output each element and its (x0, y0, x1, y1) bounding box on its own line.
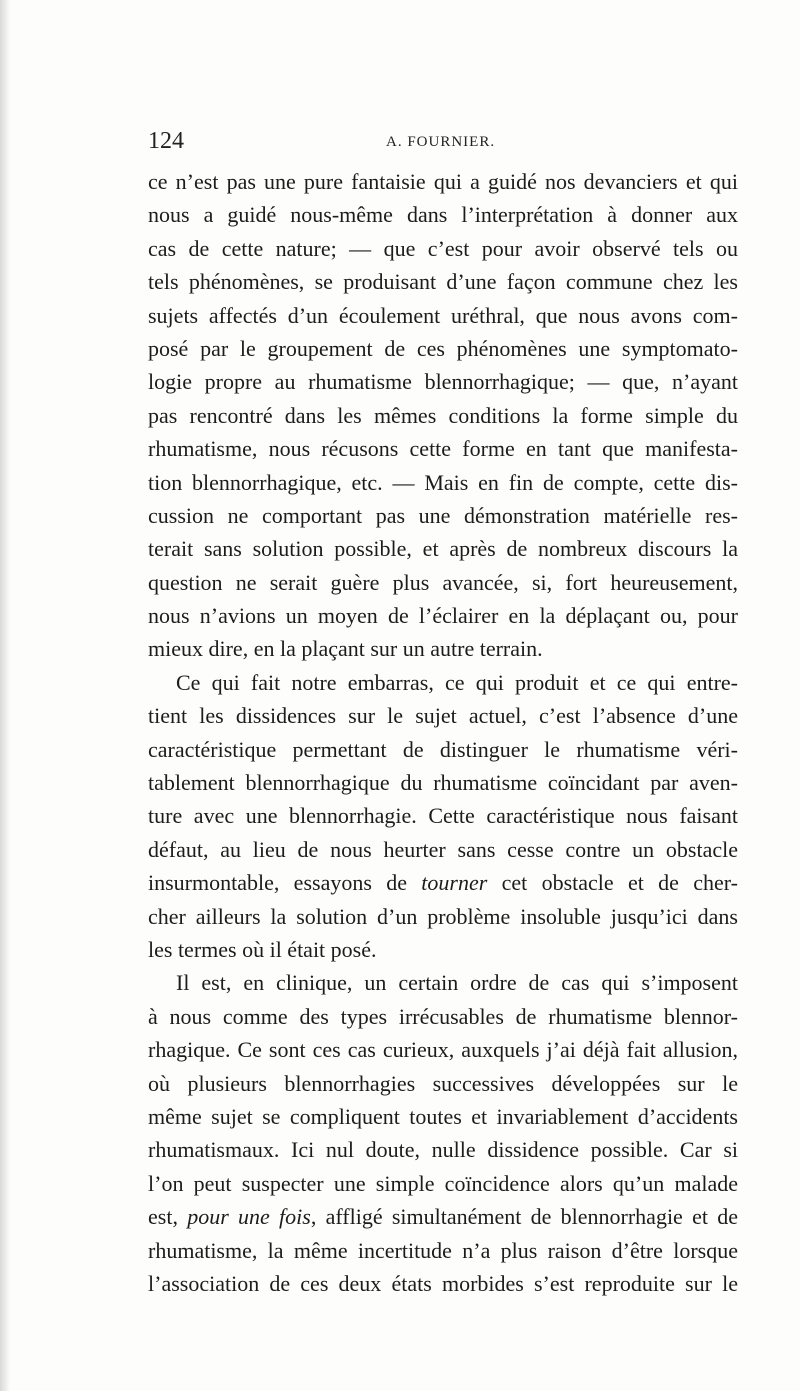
text-line: ture avec une blennorrhagie. Cette caractéristique nous faisant (148, 803, 738, 829)
page-gutter-edge (0, 0, 10, 1391)
text-line: cas de cette nature; — que c’est pour avoir observé tels ou (148, 235, 738, 261)
text-line: tels phénomènes, se produisant d’une façon commune chez les (148, 269, 738, 295)
paragraph-start-line: Il est, en clinique, un certain ordre de cas qui s’imposent (176, 970, 738, 996)
page-number: 124 (148, 128, 184, 154)
italic-phrase: pour une fois (187, 1204, 311, 1230)
text-line: cher ailleurs la solution d’un problème insoluble jusqu’ici dans (148, 903, 738, 929)
text-line: cussion ne comportant pas une démonstration matérielle res- (148, 502, 738, 528)
text-line: où plusieurs blennorrhagies successives développées sur le (148, 1070, 738, 1096)
text-line: insurmontable, essayons de tourner cet obstacle et de cher- (148, 870, 738, 896)
text-line: mieux dire, en la plaçant sur un autre terrain. (148, 636, 543, 662)
text-line: logie propre au rhumatisme blennorrhagique; — que, n’ayant (148, 369, 738, 395)
text-line: ce n’est pas une pure fantaisie qui a guidé nos devanciers et qui (148, 169, 738, 194)
text-line: posé par le groupement de ces phénomènes une symptomato- (148, 335, 738, 361)
paragraph-start-line: Ce qui fait notre embarras, ce qui produit et ce qui entre- (176, 669, 738, 695)
text-line: même sujet se compliquent toutes et invariablement d’accidents (148, 1103, 738, 1129)
text-line: tion blennorrhagique, etc. — Mais en fin de compte, cette dis- (148, 469, 738, 495)
text-line: les termes où il était posé. (148, 936, 377, 962)
page-header (148, 128, 738, 162)
text-line: est, pour une fois, affligé simultanément de blennorrhagie et de (148, 1204, 738, 1230)
text-line: caractéristique permettant de distinguer le rhumatisme véri- (148, 736, 738, 762)
italic-word: tourner (421, 870, 488, 896)
body-text (148, 165, 738, 1300)
text-line: tablement blennorrhagique du rhumatisme coïncidant par aven- (148, 770, 738, 796)
text-line: tient les dissidences sur le sujet actuel, c’est l’absence d’une (148, 703, 738, 729)
text-line: rhumatisme, la même incertitude n’a plus raison d’être lorsque (148, 1237, 738, 1263)
text-line: nous n’avions un moyen de l’éclairer en la déplaçant ou, pour (148, 603, 738, 629)
text-line: nous a guidé nous-même dans l’interprétation à donner aux (148, 202, 738, 228)
text-line: défaut, au lieu de nous heurter sans cesse contre un obstacle (148, 836, 738, 862)
running-head: A. FOURNIER. (386, 134, 496, 150)
text-line: rhumatisme, nous récusons cette forme en tant que manifesta- (148, 436, 738, 462)
text-line: l’on peut suspecter une simple coïncidence alors qu’un malade (148, 1170, 738, 1196)
text-line: rhagique. Ce sont ces cas curieux, auxquels j’ai déjà fait allusion, (148, 1037, 738, 1063)
text-line: sujets affectés d’un écoulement uréthral, que nous avons com- (148, 302, 738, 328)
text-line: question ne serait guère plus avancée, si, fort heureusement, (148, 569, 738, 595)
text-line: l’association de ces deux états morbides s’est reproduite sur le (148, 1270, 738, 1296)
text-line: terait sans solution possible, et après de nombreux discours la (148, 536, 738, 562)
text-line: à nous comme des types irrécusables de rhumatisme blennor- (148, 1003, 738, 1029)
text-line: rhumatismaux. Ici nul doute, nulle dissidence possible. Car si (148, 1137, 738, 1163)
text-line: pas rencontré dans les mêmes conditions la forme simple du (148, 402, 738, 428)
